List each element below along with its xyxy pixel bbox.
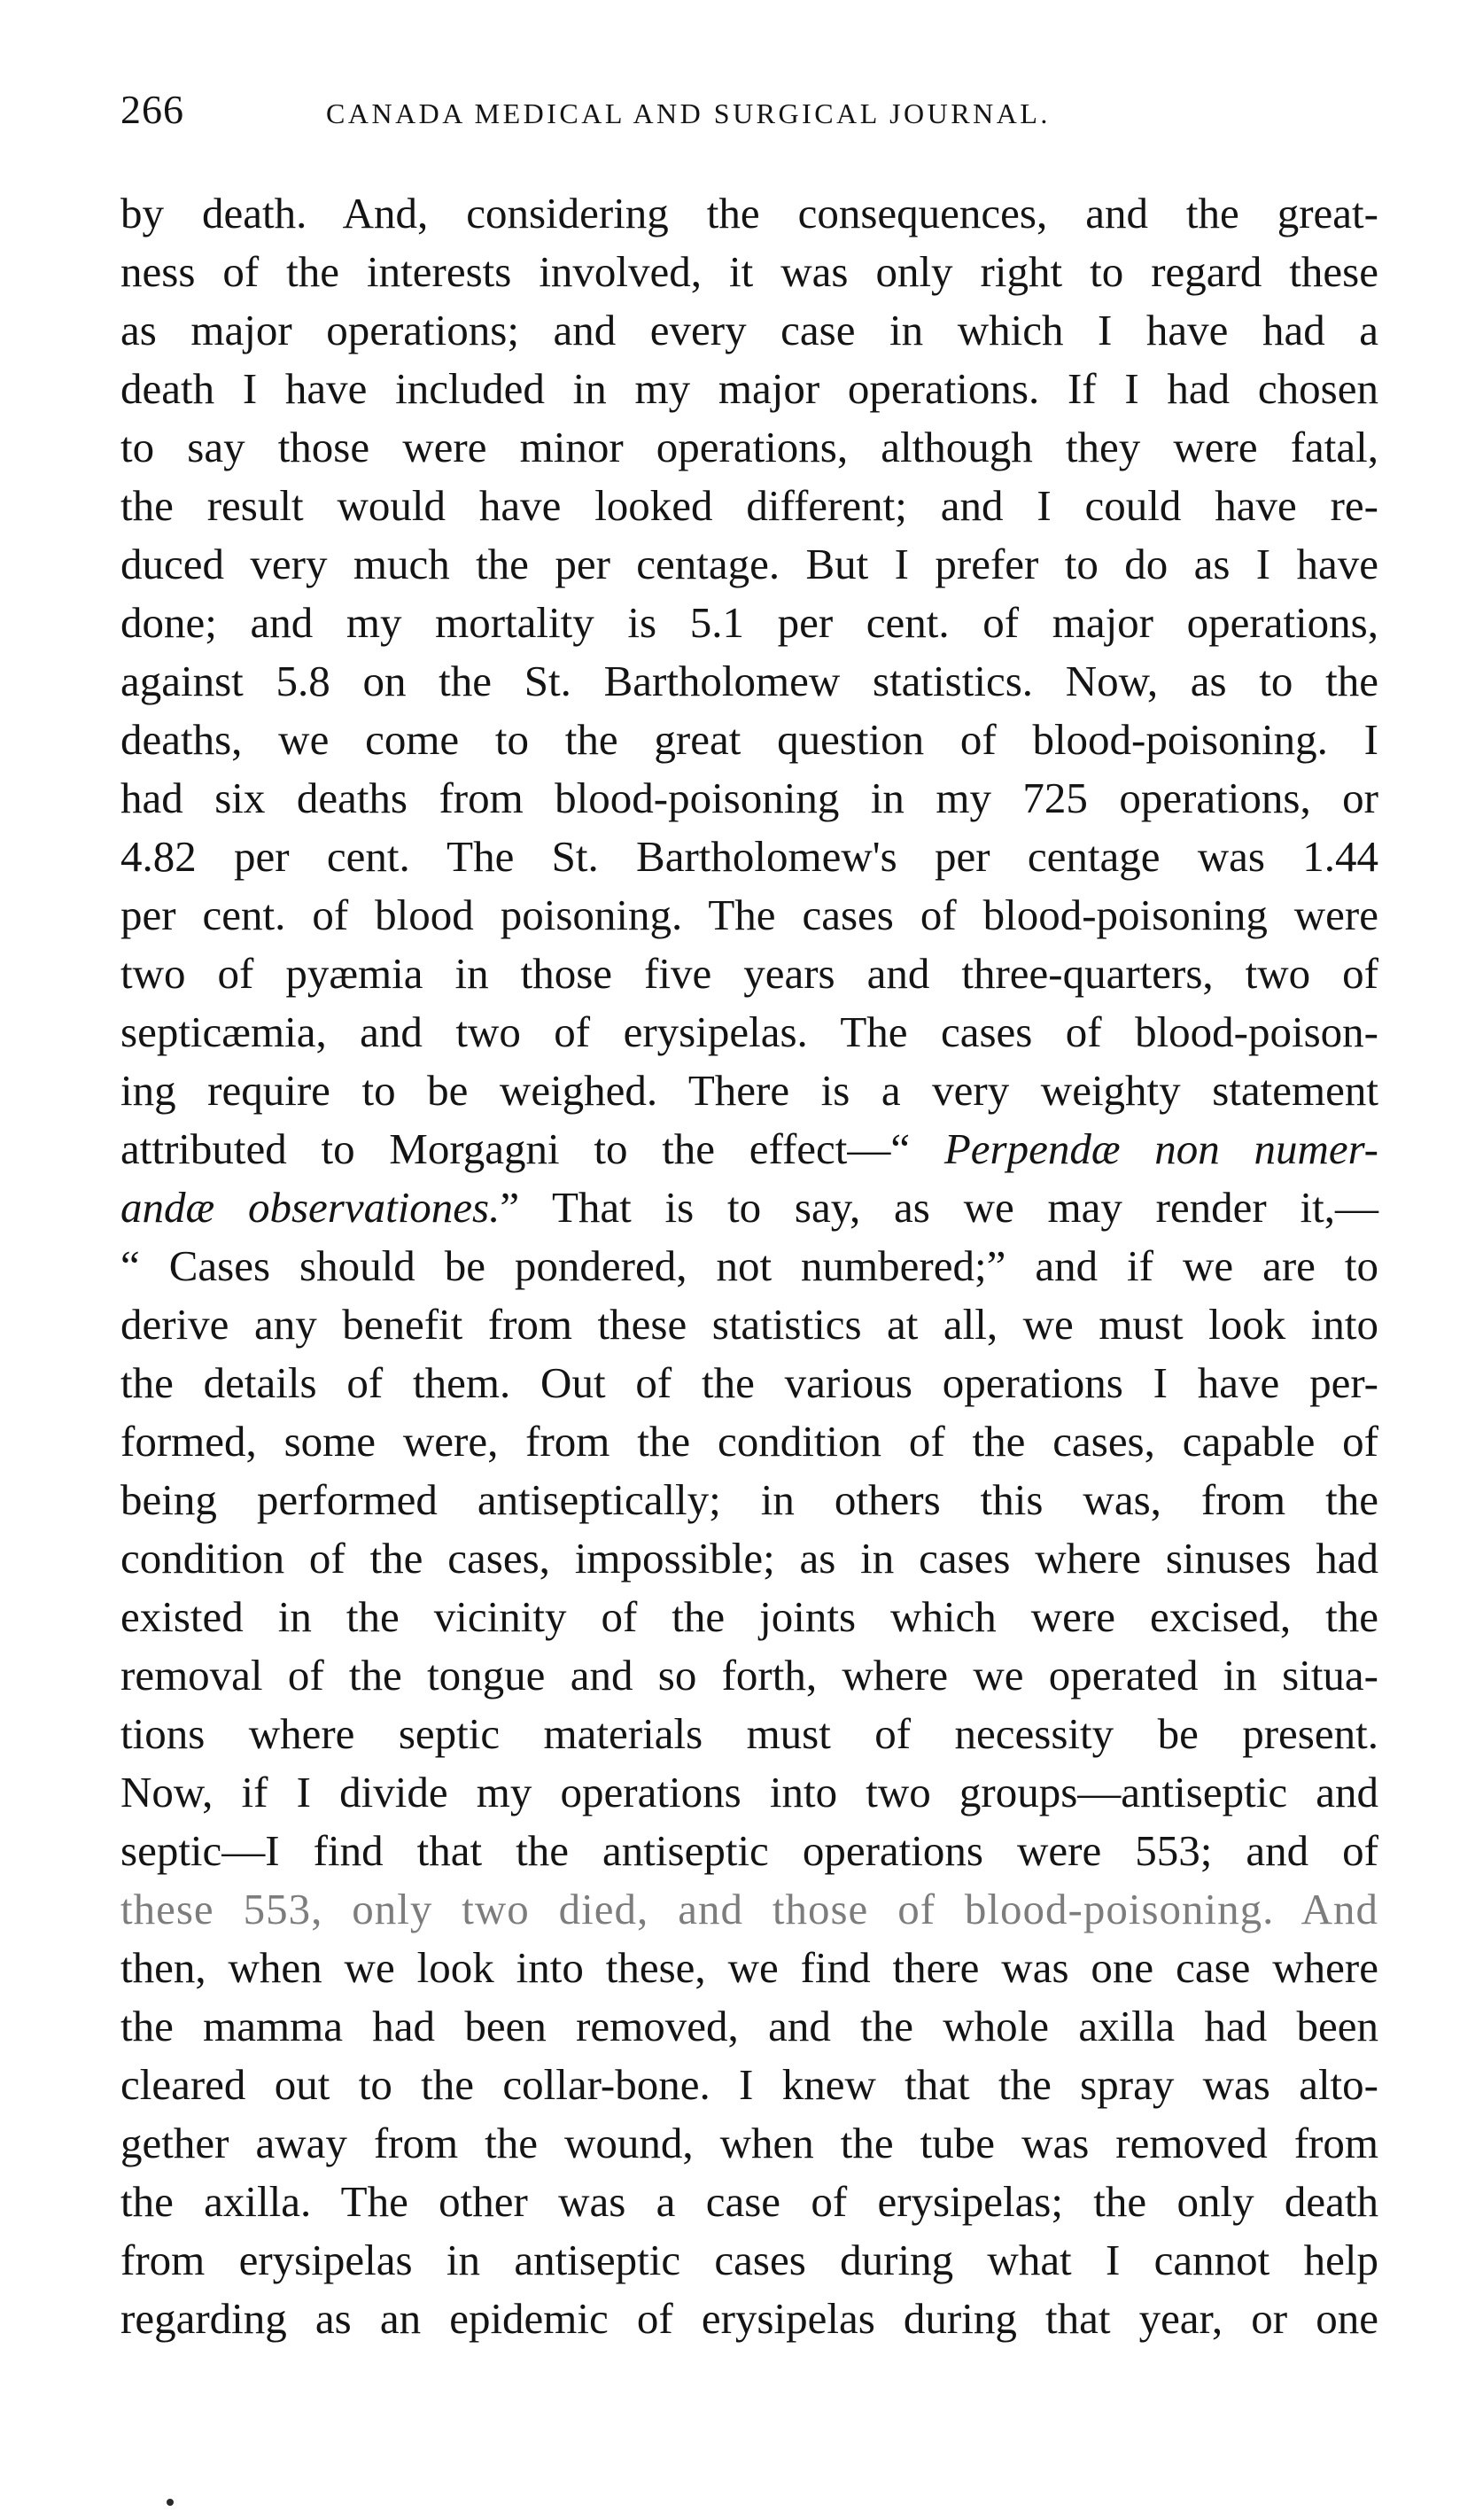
text-line: per cent. of blood poisoning. The cases of blood-poisoning were — [120, 891, 1378, 939]
text-line: two of pyæmia in those five years and three-quarters, two of — [120, 949, 1378, 998]
latin-quote: Perpendæ non numer- — [943, 1124, 1378, 1173]
text-line: “ Cases should be pondered, not numbered;” and if we are to — [120, 1241, 1378, 1290]
text-line: derive any benefit from these statistics at all, we must look into — [120, 1300, 1378, 1349]
text-line: deaths, we come to the great question of blood-poisoning. I — [120, 715, 1378, 764]
text-line: ing require to be weighed. There is a very weighty statement — [120, 1066, 1378, 1115]
text-line: regarding as an epidemic of erysipelas during that year, or one — [120, 2294, 1378, 2343]
text-line: septicæmia, and two of erysipelas. The cases of blood-poison- — [120, 1007, 1378, 1056]
text-line: tions where septic materials must of necessity be present. — [120, 1709, 1378, 1758]
text-line: the axilla. The other was a case of erysipelas; the only death — [120, 2177, 1378, 2226]
text-line: cleared out to the collar-bone. I knew that the spray was alto- — [120, 2060, 1378, 2109]
text-line: removal of the tongue and so forth, where we operated in situa- — [120, 1651, 1378, 1699]
text-line: as major operations; and every case in which I have had a — [120, 306, 1378, 354]
text-line: duced very much the per centage. But I prefer to do as I have — [120, 540, 1378, 588]
text-segment: attributed to Morgagni to the effect—“ — [120, 1124, 911, 1173]
text-line: the mamma had been removed, and the whole axilla had been — [120, 2002, 1378, 2050]
text-line: septic—I find that the antiseptic operations were 553; and of — [120, 1826, 1378, 1875]
text-line: these 553, only two died, and those of blood-poisoning. And — [120, 1885, 1378, 1933]
text-line: done; and my mortality is 5.1 per cent. of major operations, — [120, 598, 1378, 647]
text-line: the details of them. Out of the various operations I have per- — [120, 1358, 1378, 1407]
text-line: formed, some were, from the condition of the cases, capable of — [120, 1417, 1378, 1466]
text-line: gether away from the wound, when the tube was removed from — [120, 2119, 1378, 2167]
text-line: existed in the vicinity of the joints which were excised, the — [120, 1592, 1378, 1641]
text-line: being performed antiseptically; in others this was, from the — [120, 1475, 1378, 1524]
text-line: then, when we look into these, we find there was one case where — [120, 1943, 1378, 1992]
text-line: the result would have looked different; and I could have re- — [120, 481, 1378, 530]
text-line: had six deaths from blood-poisoning in my 725 operations, or — [120, 774, 1378, 822]
text-line: 4.82 per cent. The St. Bartholomew's per centage was 1.44 — [120, 832, 1378, 881]
text-line: Now, if I divide my operations into two groups—antiseptic and — [120, 1768, 1378, 1816]
text-line — [120, 1120, 1378, 1178]
ink-speck — [167, 2499, 174, 2506]
page-number: 266 — [120, 87, 184, 132]
page-header — [120, 83, 1237, 136]
text-line: condition of the cases, impossible; as in cases where sinuses had — [120, 1534, 1378, 1583]
text-line: to say those were minor operations, although they were fatal, — [120, 423, 1378, 471]
latin-quote: andæ observationes. — [120, 1183, 501, 1232]
text-segment: ” That is to say, as we may render it,— — [500, 1183, 1378, 1232]
text-line: ness of the interests involved, it was only right to regard these — [120, 247, 1378, 296]
text-line — [120, 1178, 1378, 1237]
text-line: against 5.8 on the St. Bartholomew statistics. Now, as to the — [120, 657, 1378, 705]
running-head: CANADA MEDICAL AND SURGICAL JOURNAL. — [326, 97, 1051, 129]
text-line: from erysipelas in antiseptic cases during what I cannot help — [120, 2236, 1378, 2284]
text-line: by death. And, considering the consequences, and the great- — [120, 189, 1378, 237]
text-line: death I have included in my major operations. If I had chosen — [120, 364, 1378, 413]
